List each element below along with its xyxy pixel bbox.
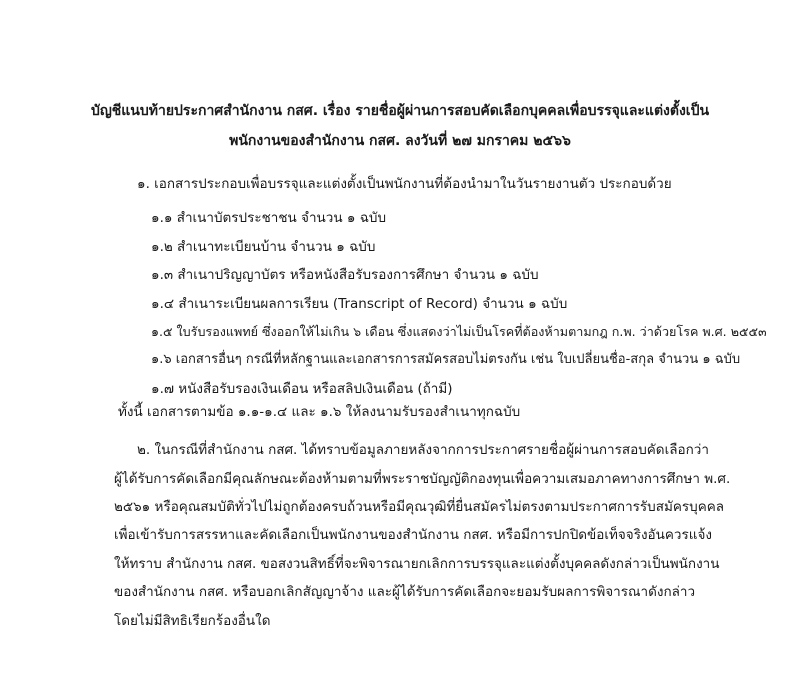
section-2-line: ๒๕๖๑ หรือคุณสมบัติทั่วไปไม่ถูกต้องครบถ้วนหรือมีคุณวุฒิที่ยื่นสมัครไม่ตรงตามประกาศการรับสมัครบุคคล [114, 499, 725, 515]
section-1-heading: ๑. เอกสารประกอบเพื่อบรรจุและแต่งตั้งเป็นพนักงานที่ต้องนำมาในวันรายงานตัว ประกอบด้วย [137, 176, 672, 192]
section-2-line: ๒. ในกรณีที่สำนักงาน กสศ. ได้ทราบข้อมูลภายหลังจากการประกาศรายชื่อผู้ผ่านการสอบคัดเลือกว่า [137, 442, 709, 458]
list-item: ๑.๖ เอกสารอื่นๆ กรณีที่หลักฐานและเอกสารการสมัครสอบไม่ตรงกัน เช่น ใบเปลี่ยนชื่อ-สกุล จำนวน ๑ ฉบับ [151, 352, 741, 367]
section-2-line: โดยไม่มีสิทธิเรียกร้องอื่นใด [114, 613, 271, 629]
document-title-line-2: พนักงานของสำนักงาน กสศ. ลงวันที่ ๒๗ มกราคม ๒๕๖๖ [229, 133, 571, 149]
list-item: ๑.๗ หนังสือรับรองเงินเดือน หรือสลิปเงินเดือน (ถ้ามี) [151, 381, 453, 397]
document-title-line-1: บัญชีแนบท้ายประกาศสำนักงาน กสศ. เรื่อง รายชื่อผู้ผ่านการสอบคัดเลือกบุคคลเพื่อบรรจุและแต่งตั้งเป็น [90, 103, 710, 119]
list-item: ๑.๕ ใบรับรองแพทย์ ซึ่งออกให้ไม่เกิน ๖ เดือน ซึ่งแสดงว่าไม่เป็นโรคที่ต้องห้ามตามกฎ ก.พ. ว่าด้วยโรค พ.ศ. ๒๕๕๓ [151, 324, 767, 339]
list-item: ๑.๑ สำเนาบัตรประชาชน จำนวน ๑ ฉบับ [151, 210, 387, 226]
section-2-line: ให้ทราบ สำนักงาน กสศ. ขอสงวนสิทธิ์ที่จะพิจารณายกเลิกการบรรจุและแต่งตั้งบุคคลดังกล่าวเป็นพนักงาน [114, 556, 720, 572]
list-item: ๑.๔ สำเนาระเบียนผลการเรียน (Transcript of Record) จำนวน ๑ ฉบับ [151, 296, 568, 312]
section-2-line: เพื่อเข้ารับการสรรหาและคัดเลือกเป็นพนักงานของสำนักงาน กสศ. หรือมีการปกปิดข้อเท็จจริงอันควรแจ้ง [114, 527, 712, 543]
list-item: ๑.๒ สำเนาทะเบียนบ้าน จำนวน ๑ ฉบับ [151, 239, 376, 255]
section-2-line: ผู้ได้รับการคัดเลือกมีคุณลักษณะต้องห้ามตามที่พระราชบัญญัติกองทุนเพื่อความเสมอภาคทางการศึกษา พ.ศ. [114, 471, 731, 487]
section-2-line: ของสำนักงาน กสศ. หรือบอกเลิกสัญญาจ้าง และผู้ได้รับการคัดเลือกจะยอมรับผลการพิจารณาดังกล่าว [114, 584, 696, 600]
list-item: ๑.๓ สำเนาปริญญาบัตร หรือหนังสือรับรองการศึกษา จำนวน ๑ ฉบับ [151, 267, 539, 283]
section-1-note: ทั้งนี้ เอกสารตามข้อ ๑.๑-๑.๔ และ ๑.๖ ให้ลงนามรับรองสำเนาทุกฉบับ [118, 404, 521, 420]
